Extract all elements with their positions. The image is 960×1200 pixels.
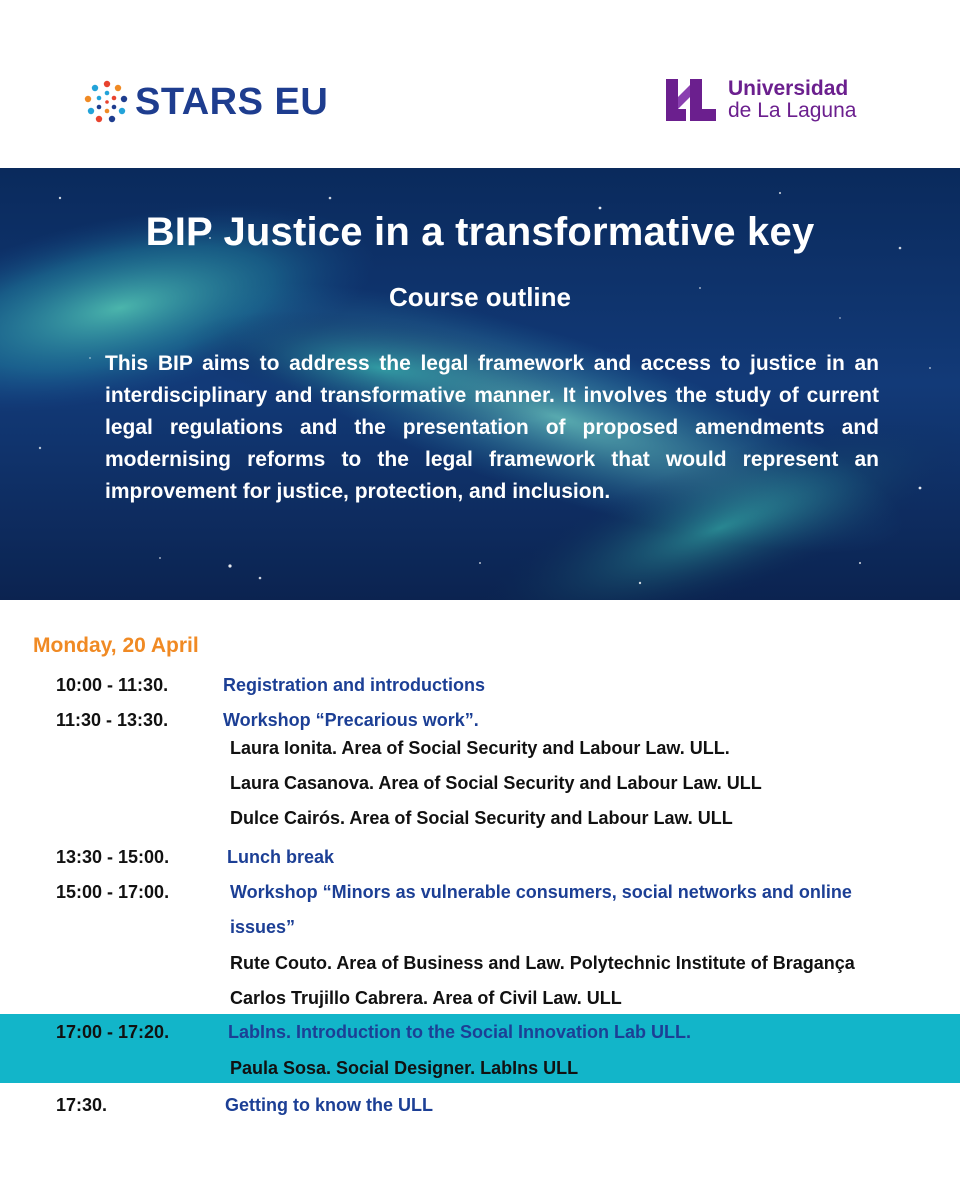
hero-banner [0, 168, 960, 600]
speaker: Carlos Trujillo Cabrera. Area of Civil Law. ULL [230, 988, 622, 1008]
schedule-activity: Registration and introductions [223, 675, 486, 695]
schedule-activity: Workshop “Precarious work”. [223, 710, 479, 730]
stars-eu-logo-text: STARS EU [135, 81, 329, 123]
schedule-time: 17:30. [56, 1095, 108, 1115]
course-title: BIP Justice in a transformative key [145, 210, 815, 254]
ull-logo-text [728, 78, 856, 122]
ull-logo-line2: de La Laguna [728, 99, 857, 122]
schedule-activity-continuation: issues” [230, 917, 296, 937]
speaker: Laura Ionita. Area of Social Security and Labour Law. ULL. [230, 738, 730, 758]
universidad-de-la-laguna-logo [660, 74, 856, 126]
speaker: Rute Couto. Area of Business and Law. Polytechnic Institute of Bragança [230, 953, 855, 973]
schedule-time: 11:30 - 13:30. [56, 710, 169, 730]
schedule-time: 15:00 - 17:00. [56, 882, 170, 902]
schedule-time: 10:00 - 11:30. [56, 675, 169, 695]
schedule-activity: Getting to know the ULL [225, 1095, 433, 1115]
course-description: This BIP aims to address the legal framework and access to justice in an interdisciplinary and transformative manner. It involves the study of current legal regulations and the presentation of proposed amendments and modernising reforms to the legal framework that would represent an improvement for justice, protection, and inclusion. [105, 352, 879, 503]
schedule-activity: Workshop “Minors as vulnerable consumers, social networks and online [230, 882, 852, 902]
schedule-time: 17:00 - 17:20. [56, 1022, 170, 1042]
schedule-activity: Lunch break [227, 847, 335, 867]
ull-logo-line1: Universidad [728, 77, 849, 100]
stars-eu-logo [83, 72, 328, 132]
speaker: Laura Casanova. Area of Social Security and Labour Law. ULL [230, 773, 762, 793]
speaker: Paula Sosa. Social Designer. LabIns ULL [230, 1058, 579, 1078]
header [0, 0, 960, 168]
ull-logo-icon [660, 77, 718, 123]
schedule-time: 13:30 - 15:00. [56, 847, 170, 867]
schedule-activity: LabIns. Introduction to the Social Innovation Lab ULL. [228, 1022, 691, 1042]
speaker: Dulce Cairós. Area of Social Security and Labour Law. ULL [230, 808, 733, 828]
day-heading: Monday, 20 April [33, 634, 199, 657]
course-subtitle: Course outline [388, 282, 571, 312]
stars-eu-logo-icon [83, 78, 131, 126]
